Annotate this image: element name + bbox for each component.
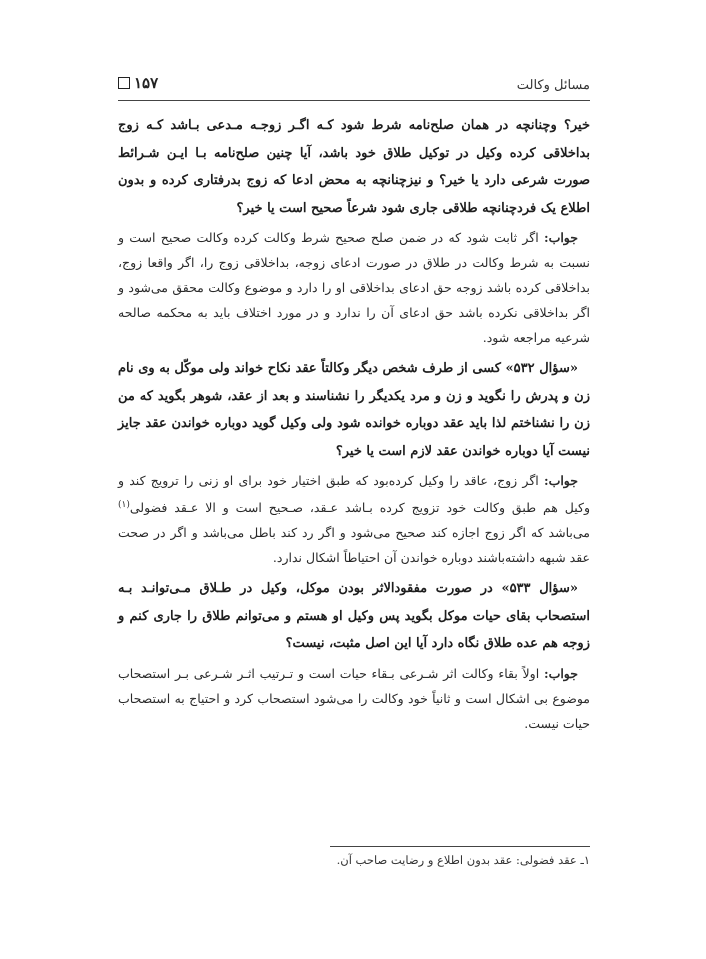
answer-text: اگر زوج، عاقد را وکیل کرده‌بود که طبق اختیار خود برای او زنی را ترویج کند و وکیل هم طبق وکالت خود تزویج کرده بـاشد عـقد، صـحیح است و الا عـقد فضولی bbox=[118, 473, 590, 516]
running-title: مسائل وکالت bbox=[516, 78, 590, 93]
answer-label: جواب: bbox=[543, 473, 578, 488]
question-532 bbox=[118, 355, 590, 465]
answer-paragraph bbox=[118, 468, 590, 570]
answer-text: می‌باشد که اگر زوج اجازه کند صحیح می‌شود و اگر رد کند باطل می‌باشد و اگر در صحت عقد شبهه داشته‌باشند دوباره خواندن آن احتیاطاً اشکال ندارد. bbox=[118, 525, 590, 566]
question-label: «سؤال ۵۳۳» bbox=[501, 581, 578, 597]
footnote-reference[interactable]: (۱) bbox=[118, 500, 130, 510]
question-533 bbox=[118, 575, 590, 658]
square-icon bbox=[118, 77, 130, 89]
footnote: ۱ـ عقد فضولی: عقد بدون اطلاع و رضایت صاحب آن. bbox=[336, 853, 590, 867]
question-text: در صورت مفقودالاثر بودن موکل، وکیل در طـلاق مـی‌توانـد بـه استصحاب بقای حیات موکل بگوید پس وکیل او هستم و می‌توانم طلاق را جاری کنم و زوجه هم عده طلاق نگاه دارد آیا این اصل مثبت، نیست؟ bbox=[118, 581, 590, 652]
answer-paragraph bbox=[118, 661, 590, 736]
body-text bbox=[118, 112, 590, 741]
header-divider bbox=[118, 100, 590, 101]
question-label: «سؤال ۵۳۲» bbox=[505, 361, 578, 376]
answer-label: جواب: bbox=[543, 230, 578, 245]
page-number-group bbox=[118, 74, 158, 92]
footnote-divider bbox=[330, 846, 590, 847]
question-continuation: خیر؟ وچنانچه در همان صلح‌نامه شرط شود کـه اگـر زوجـه مـدعی بـاشد کـه زوج بداخلاقی کرده وکیل در توکیل طلاق خود باشد، آیا چنین صلح‌نامه بـا ایـن شـرائط صورت شرعی دارد یا خیر؟ و نیزچنانچه به محض ادعا که زوج بدرفتاری کرده و بدون اطلاع یک فردچنانچه طلاقی جاری شود شرعاً صحیح است یا خیر؟ bbox=[118, 118, 590, 216]
answer-paragraph bbox=[118, 225, 590, 350]
answer-text: اولاً بقاء وکالت اثر شـرعی بـقاء حیات است و تـرتیب اثـر شـرعی بـر استصحاب موضوع بی اشکال است و ثانیاً خود وکالت را می‌شود استصحاب کرد و احتیاج به استصحاب حیات نیست. bbox=[118, 665, 590, 731]
page-header bbox=[118, 74, 590, 100]
page-number: ۱۵۷ bbox=[134, 74, 159, 92]
answer-label: جواب: bbox=[543, 665, 578, 681]
answer-text: اگر ثابت شود که در ضمن صلح صحیح شرط وکالت کرده وکالت صحیح است و نسبت به شرط وکالت در طلاق در صورت ادعای زوجه، بداخلاقی زوج را، اگر واقعا زوج، بداخلاقی کرده باشد زوجه حق ادعای بداخلاقی او را دارد و موضوع وکالت محقق می‌شود و اگر بداخلاقی نکرده باشد حق ادعای آن را ندارد و در مورد اختلاف باید به محکمه صالحه شرعیه مراجعه شود. bbox=[118, 230, 590, 345]
question-text: کسی از طرف شخص دیگر وکالتاً عقد نکاح خواند ولی موکّل به وی نام زن و پدرش را نگوید و زن و مرد یکدیگر را نشناسند و بعد از عقد، شوهر بگوید که من زن را نشناختم لذا باید عقد دوباره خوانده شود ولی وکیل گوید دوباره خواندن عقد جایز نیست آیا دوباره خواندن عقد لازم است یا خیر؟ bbox=[118, 361, 590, 459]
